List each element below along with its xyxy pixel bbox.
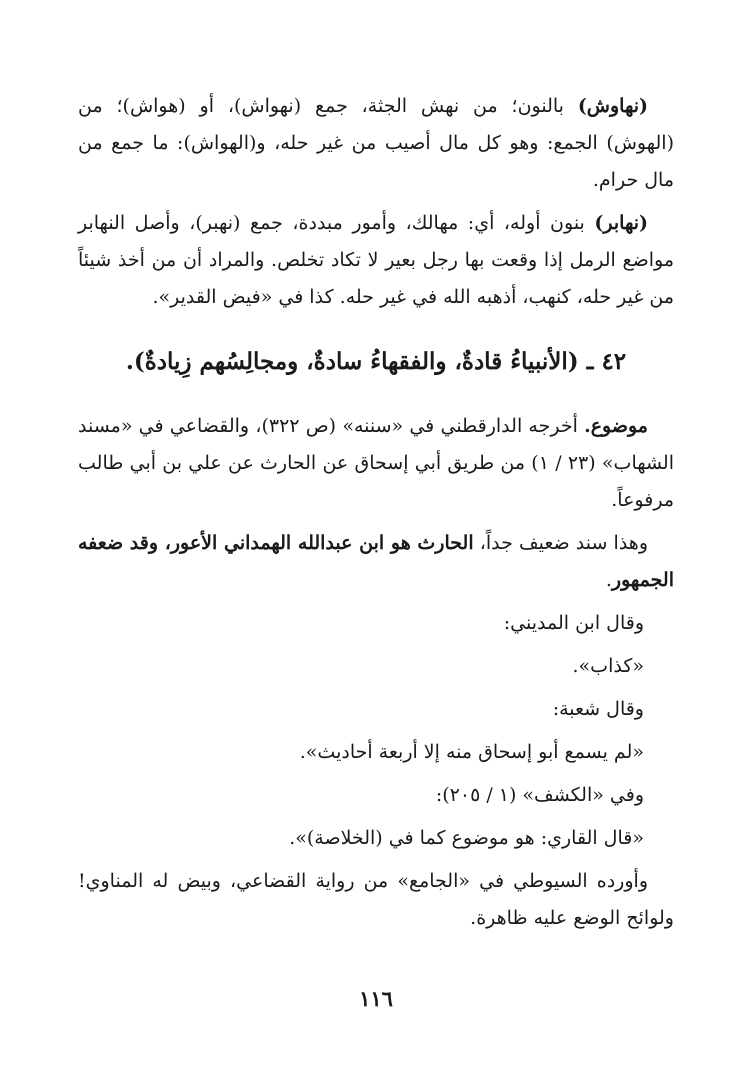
page-number: ١١٦ — [359, 986, 393, 1011]
quote-line: «لم يسمع أبو إسحاق منه إلا أربعة أحاديث». — [299, 741, 644, 763]
glossary-text: بنون أوله، أي: مهالك، وأمور مبددة، جمع (نهبر)، وأصل النهابر مواضع الرمل إذا وقعت بها رجل بعير لا تكاد تخلص. والمراد أن من أخذ شيئاً من غير حله، كنهب، أذهبه الله في غير حله. كذا في «فيض القدير». — [78, 212, 674, 308]
quote-line: وفي «الكشف» (١ / ٢٠٥): — [435, 784, 644, 806]
grading-label: موضوع. — [584, 415, 648, 437]
comment-bold-text: الحارث هو ابن عبدالله الهمداني الأعور، وقد ضعفه الجمهور — [78, 532, 674, 591]
hadith-heading: ٤٢ ـ (الأنبياءُ قادةٌ، والفقهاءُ سادةٌ، ومجالِسُهم زِيادةٌ). — [125, 348, 627, 375]
glossary-text: بالنون؛ من نهش الجثة، جمع (نهواش)، أو (هواش)؛ من (الهوش) الجمع: وهو كل مال أصيب من غير حله، و(الهواش): ما جمع من مال حرام. — [78, 95, 674, 191]
page-body — [78, 88, 674, 943]
glossary-term: (نهابر) — [594, 212, 648, 234]
takhrij-paragraph — [78, 408, 674, 519]
quote-line: «كذاب». — [572, 655, 644, 677]
closing-paragraph: وأورده السيوطي في «الجامع» من رواية القضاعي، وبيض له المناوي! ولوائح الوضع عليه ظاهرة. — [78, 870, 674, 929]
glossary-paragraph-nahawish — [78, 88, 674, 199]
takhrij-text: أخرجه الدارقطني في «سننه» (ص ٣٢٢)، والقضاعي في «مسند الشهاب» (٢٣ / ١) من طريق أبي إسحاق عن الحارث عن علي بن أبي طالب مرفوعاً. — [78, 415, 675, 511]
comment-text: وهذا سند ضعيف جداً، — [473, 532, 649, 554]
quote-line: وقال شعبة: — [552, 698, 644, 720]
glossary-term: (نهاوش) — [577, 95, 648, 117]
quote-line: «قال القاري: هو موضوع كما في (الخلاصة)». — [289, 827, 644, 849]
glossary-paragraph-nahabir — [78, 205, 674, 316]
quote-line: وقال ابن المديني: — [503, 612, 644, 634]
chain-comment-paragraph — [78, 525, 674, 599]
comment-end: . — [605, 569, 612, 591]
